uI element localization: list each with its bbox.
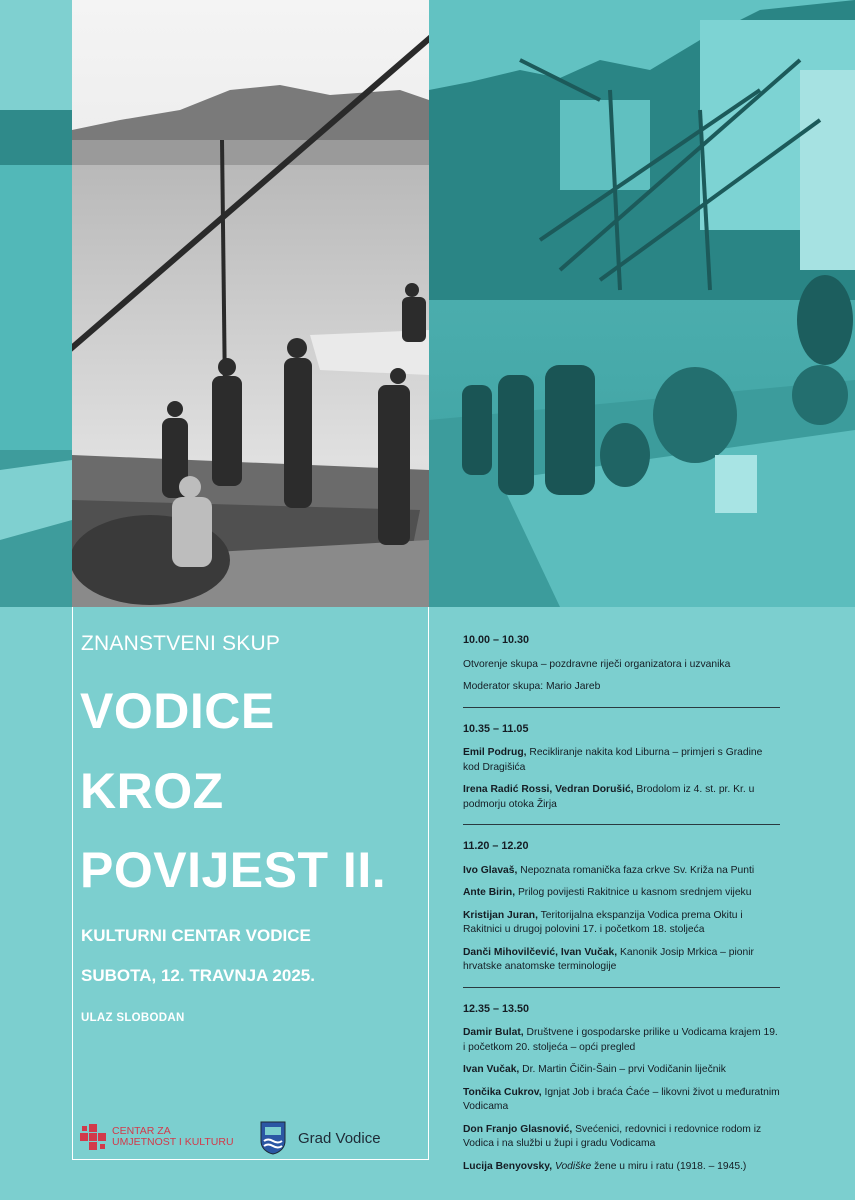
talk-title-italic: Vodiške [554,1160,592,1172]
talk-title: Ignjat Job i braća Ćaće – likovni život u međuratnim Vodicama [463,1086,780,1112]
talk-title: Nepoznata romanička faza crkve Sv. Križa na Punti [520,864,755,876]
program-slot [463,722,780,813]
talk-title: žene u miru i ratu (1918. – 1945.) [594,1160,747,1172]
title-line-2: KROZ [80,763,224,819]
talk-author: Danči Mihovilčević, Ivan Vučak, [463,946,618,958]
centar-logo-line-1: CENTAR ZA [112,1125,171,1137]
grad-vodice-logo [260,1121,381,1155]
slot-divider [463,824,780,825]
talk-author: Lucija Benyovsky, [463,1160,553,1172]
talk-author: Ivan Vučak, [463,1064,520,1075]
program-slot [463,1002,780,1175]
centar-logo [80,1124,234,1150]
talk-item [463,1123,780,1152]
talk-author: Don Franjo Glasnović, [463,1123,573,1135]
talk-item [463,1160,780,1175]
talk-item [463,1063,780,1078]
talk-author: Irena Radić Rossi, Vedran Dorušić, [463,784,634,795]
programme [463,633,780,1182]
centar-logo-icon [80,1124,106,1150]
talk-item [463,746,780,775]
talk-item [463,886,780,901]
slot-time: 12.35 – 13.50 [463,1002,530,1015]
talk-author: Kristijan Juran, [463,909,538,921]
title-line-3: POVIJEST II. [80,842,387,898]
slot-time: 11.20 – 12.20 [463,840,529,852]
talk-author: Emil Podrug, [463,747,527,758]
slot-divider [463,707,780,708]
talk-title: Društvene i gospodarske prilike u Vodicama krajem 19. i početkom 20. stoljeća – opći pregled [463,1027,778,1053]
centar-logo-text [112,1126,234,1148]
talk-item [463,783,780,812]
talk-item [463,658,780,673]
entry-note: ULAZ SLOBODAN [81,1012,185,1024]
title-line-1: VODICE [80,683,275,739]
talk-item [463,1086,780,1115]
talk-title: Kanonik Josip Mrkica – pionir hrvatske anatomske terminologije [463,946,754,972]
talk-item [463,1026,780,1055]
talk-title: Otvorenje skupa – pozdravne riječi organizatora i uzvanika [463,658,731,670]
talk-title: Brodolom iz 4. st. pr. Kr. u podmorju otoka Žirja [463,784,755,810]
talk-item [463,909,780,938]
talk-title: Recikliranje nakita kod Liburna – primjeri s Gradine kod Dragišića [463,747,763,773]
slot-time: 10.00 – 10.30 [463,634,530,646]
coat-of-arms-icon [260,1121,286,1155]
talk-title: Svećenici, redovnici i redovnice rodom iz Vodica i na službi u župi i gradu Vodicama [463,1123,762,1149]
slot-divider [463,987,780,988]
program-slot [463,633,780,695]
talk-author: Ante Birin, [463,887,516,898]
talk-title: Dr. Martin Čičin-Šain – prvi Vodičanin liječnik [522,1064,726,1075]
talk-item [463,864,780,879]
talk-item [463,680,780,695]
grad-vodice-text: Grad Vodice [298,1129,381,1147]
talk-author: Ivo Glavaš, [463,864,518,876]
venue: KULTURNI CENTAR VODICE [81,926,311,945]
talk-title: Teritorijalna ekspanzija Vodica prema Okitu i Rakitnici u drugoj polovini 17. i početkom 18. stoljeća [463,909,743,935]
event-type: ZNANSTVENI SKUP [81,632,281,655]
talk-title: Moderator skupa: Mario Jareb [463,681,601,692]
event-date: SUBOTA, 12. TRAVNJA 2025. [81,966,315,985]
slot-time: 10.35 – 11.05 [463,722,529,735]
talk-item [463,946,780,975]
talk-author: Damir Bulat, [463,1027,524,1038]
talk-title: Prilog povijesti Rakitnice u kasnom srednjem vijeku [517,887,752,898]
talk-author: Tončika Cukrov, [463,1086,542,1098]
program-slot [463,839,780,975]
centar-logo-line-2: UMJETNOST I KULTURU [112,1136,234,1148]
